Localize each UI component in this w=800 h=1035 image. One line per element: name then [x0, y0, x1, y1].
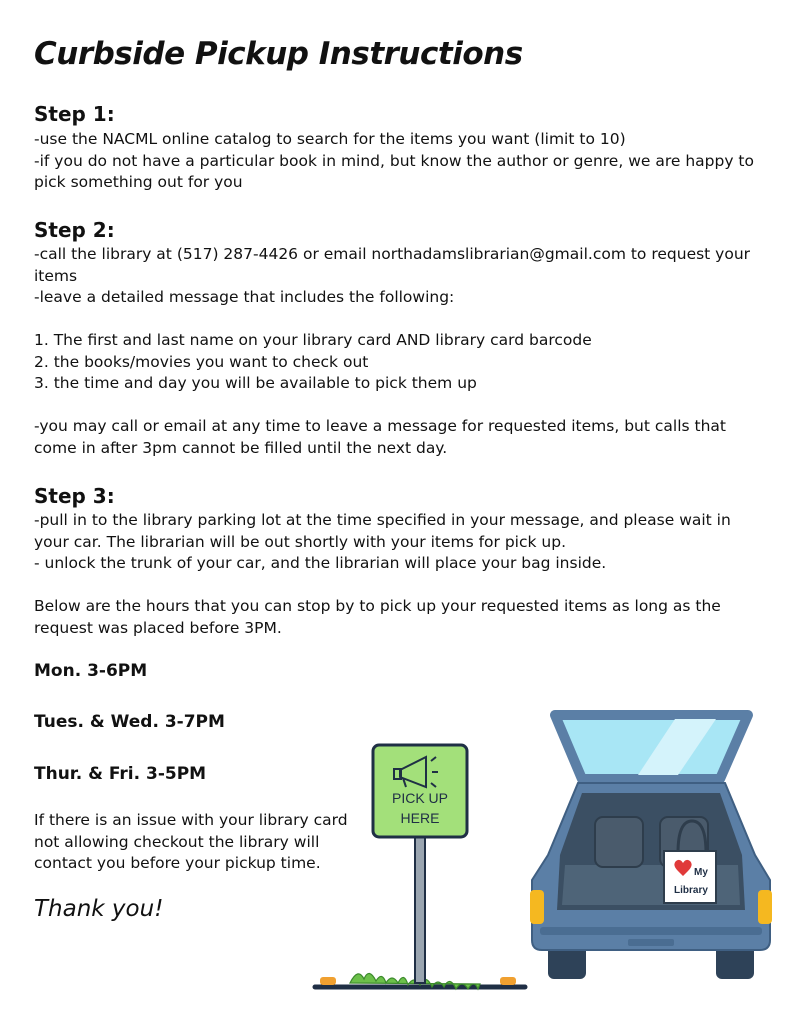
- license-plate: [628, 939, 674, 946]
- step-1-line-1: -use the NACML online catalog to search for the items you want (limit to 10): [34, 130, 626, 148]
- page-title: Curbside Pickup Instructions: [34, 36, 523, 72]
- step-1-heading: Step 1:: [34, 102, 115, 126]
- bumper: [540, 927, 762, 935]
- step-3-body: [34, 510, 754, 639]
- step-2-list-item-2: 2. the books/movies you want to check out: [34, 352, 369, 371]
- spacer: [34, 395, 754, 417]
- seat-left: [595, 817, 643, 867]
- tail-light-left: [530, 890, 544, 924]
- thank-you: Thank you!: [34, 896, 164, 922]
- pickup-sign-illustration: [310, 735, 530, 993]
- stone-left: [320, 977, 336, 985]
- step-3-line-2: - unlock the trunk of your car, and the librarian will place your bag inside.: [34, 554, 607, 572]
- sign-pole: [415, 835, 425, 983]
- tail-light-right: [758, 890, 772, 924]
- step-3-heading: Step 3:: [34, 484, 115, 508]
- step-2-line-1: -call the library at (517) 287-4426 or email northadamslibrarian@gmail.com to request your items: [34, 245, 751, 285]
- spacer: [34, 309, 754, 331]
- stone-right: [500, 977, 516, 985]
- step-2-list-item-1: 1. The first and last name on your library card AND library card barcode: [34, 331, 592, 349]
- sign-text-line-1: PICK UP: [391, 790, 449, 806]
- hours-intro: Below are the hours that you can stop by to pick up your requested items as long as the request was placed before 3PM.: [34, 597, 721, 637]
- step-2-heading: Step 2:: [34, 218, 115, 242]
- step-1-line-2: -if you do not have a particular book in mind, but know the author or genre, we are happy to pick something out for you: [34, 151, 754, 191]
- step-2-note: -you may call or email at any time to leave a message for requested items, but calls that come in after 3pm cannot be filled until the next day.: [34, 417, 726, 457]
- hours-tue-wed: Tues. & Wed. 3-7PM: [34, 712, 225, 732]
- step-3-line-1: -pull in to the library parking lot at the time specified in your message, and please wait in your car. The librarian will be out shortly with your items for pick up.: [34, 511, 731, 551]
- spacer: [34, 575, 754, 597]
- step-1-body: [34, 129, 754, 194]
- bag-text-line-2: Library: [674, 885, 708, 896]
- card-note: If there is an issue with your library card not allowing checkout the library will contact you before your pickup time.: [34, 811, 348, 872]
- hours-mon: Mon. 3-6PM: [34, 661, 148, 681]
- hours-thu-fri: Thur. & Fri. 3-5PM: [34, 764, 207, 784]
- car-illustration: [520, 705, 782, 985]
- step-2-line-2: -leave a detailed message that includes the following:: [34, 288, 455, 306]
- sign-text-line-2: HERE: [400, 810, 440, 826]
- bag-text-line-1: My: [694, 867, 708, 878]
- step-2-body: [34, 244, 754, 459]
- step-2-list-item-3: 3. the time and day you will be available to pick them up: [34, 374, 477, 392]
